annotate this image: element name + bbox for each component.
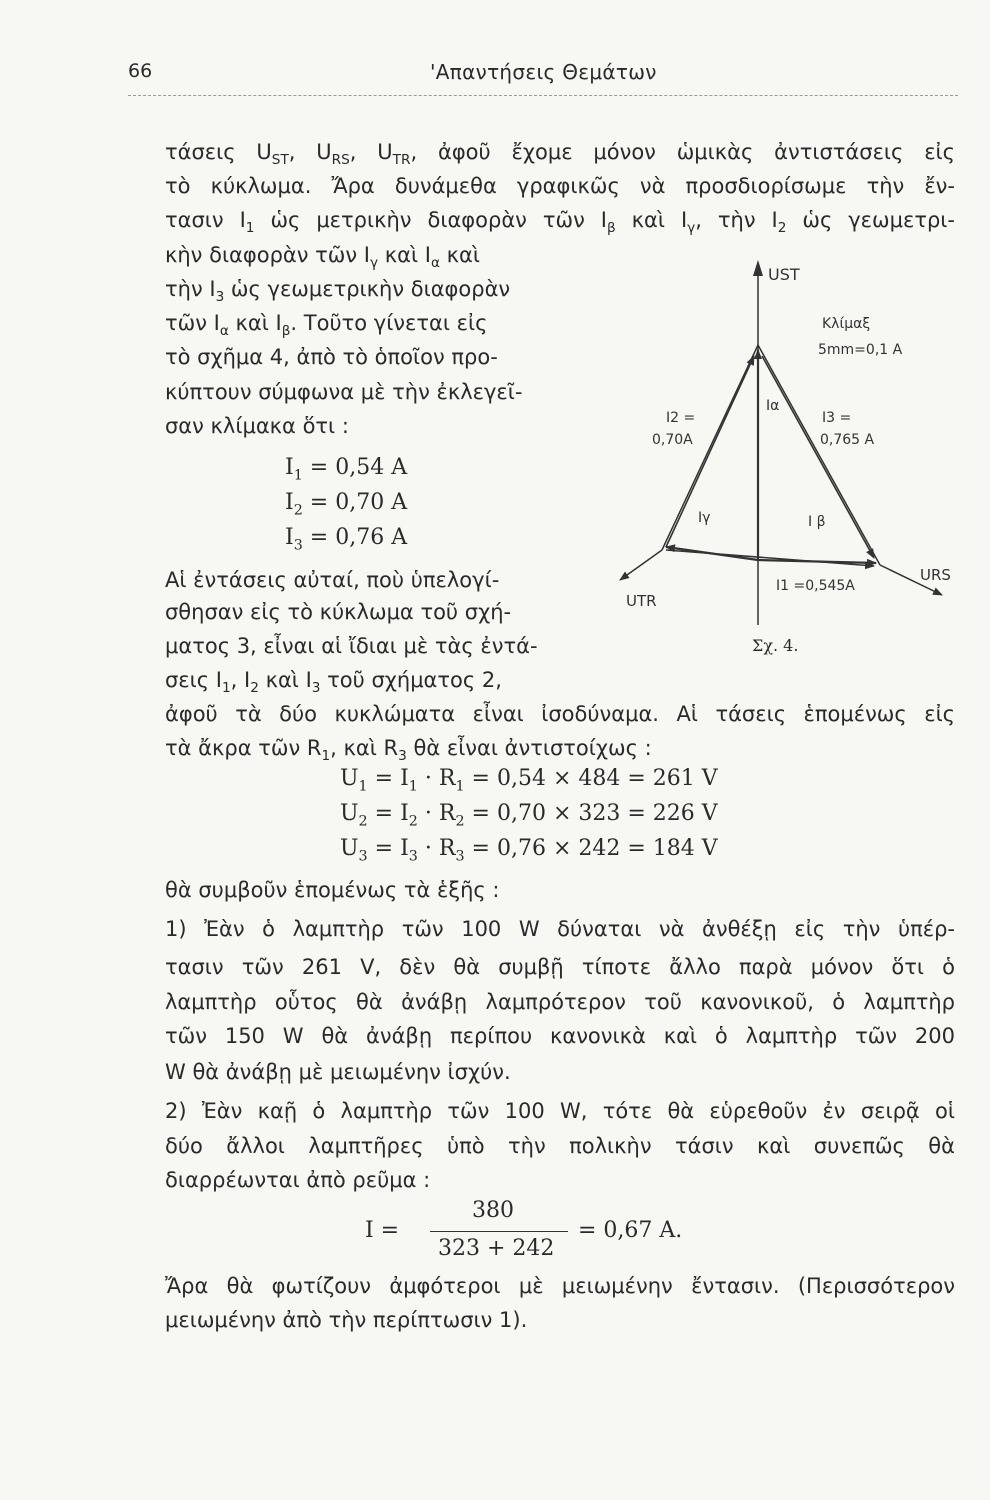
- ust-arrowhead: [753, 260, 763, 276]
- urs-line: [758, 345, 880, 565]
- text-line: σαν κλίμακα ὅτι :: [165, 414, 349, 438]
- text-line: διαρρέωνται ἀπὸ ρεῦμα :: [165, 1168, 431, 1192]
- label-i1: I1 =0,545A: [776, 578, 855, 594]
- text-line: δύο ἄλλοι λαμπτῆρες ὑπὸ τὴν πολικὴν τάσιν καὶ συνεπῶς θὰ: [165, 1134, 955, 1158]
- voltage-u1: $U_1 = I_1 \cdot R_1 = 0,54 \times 484 = 261$ V: [340, 766, 718, 795]
- current-i3: $I_3 = 0,76$ A: [285, 525, 408, 554]
- text-line: τὸ κύκλωμα. Ἄρα δυνάμεθα γραφικῶς νὰ προσδιορίσωμε τὴν ἔν-: [165, 174, 955, 198]
- fraction-bar: [430, 1231, 568, 1232]
- label-ib: I β: [808, 514, 826, 530]
- text-line: μειωμένην ἀπὸ τὴν περίπτωσιν 1).: [165, 1308, 528, 1332]
- formula-rhs: = 0,67 A.: [578, 1218, 683, 1243]
- text-line: λαμπτὴρ οὗτος θὰ ἀνάβῃ λαμπρότερον τοῦ κανονικοῦ, ὁ λαμπτὴρ: [165, 990, 955, 1014]
- i1-vector: [666, 550, 874, 566]
- text-line: κὴν διαφορὰν τῶν $I_\gamma$ καὶ $I_\alpha$ καὶ: [165, 243, 480, 272]
- utr-extension: [620, 550, 662, 580]
- text-line: τῶν $I_\alpha$ καὶ $I_\beta$. Τοῦτο γίνεται εἰς: [165, 311, 488, 340]
- text-line: Αἱ ἐντάσεις αὐταί, ποὺ ὑπελογί-: [165, 568, 500, 592]
- running-title: 'Απαντήσεις Θεμάτων: [430, 60, 657, 84]
- text-line: τὰ ἄκρα τῶν $R_1$, καὶ $R_3$ θὰ εἶναι ἀντιστοίχως :: [165, 736, 652, 765]
- figure-caption: Σχ. 4.: [752, 636, 799, 655]
- text-line: τασιν $I_1$ ὡς μετρικὴν διαφορὰν τῶν $I_\beta$ καὶ $I_\gamma$, τὴν $I_2$ ὡς γεωμετρι-: [165, 208, 955, 237]
- formula-numerator: 380: [472, 1198, 514, 1223]
- text-line: τὸ σχῆμα 4, ἀπὸ τὸ ὁποῖον προ-: [165, 345, 498, 369]
- label-i2-value: 0,70A: [652, 432, 693, 448]
- current-i1: $I_1 = 0,54$ A: [285, 455, 408, 484]
- label-ia: Iα: [766, 398, 780, 414]
- current-i2: $I_2 = 0,70$ A: [285, 490, 408, 519]
- voltage-u3: $U_3 = I_3 \cdot R_3 = 0,76 \times 242 = 184$ V: [340, 836, 718, 865]
- label-scale-value: 5mm=0,1 A: [818, 342, 903, 358]
- text-line: τασιν τῶν 261 V, δὲν θὰ συμβῇ τίποτε ἄλλο παρὰ μόνον ὅτι ὁ: [165, 955, 955, 979]
- text-line: τάσεις $U_{ST}$, $U_{RS}$, $U_{TR}$, ἀφοῦ ἔχομε μόνον ὡμικὰς ἀντιστάσεις εἰς: [165, 140, 955, 169]
- text-line: Ἄρα θὰ φωτίζουν ἀμφότεροι μὲ μειωμένην ἔντασιν. (Περισσότερον: [165, 1274, 955, 1298]
- text-line: 2) Ἐὰν καῇ ὁ λαμπτὴρ τῶν 100 W, τότε θὰ εὑρεθοῦν ἐν σειρᾷ οἱ: [165, 1099, 955, 1123]
- label-i2-name: I2 =: [666, 410, 696, 426]
- text-line: τὴν $I_3$ ὡς γεωμετρικὴν διαφορὰν: [165, 277, 511, 306]
- text-line: ματος 3, εἶναι αἱ ἴδιαι μὲ τὰς ἐντά-: [165, 634, 538, 658]
- label-utr: UTR: [626, 592, 657, 610]
- text-line: τῶν 150 W θὰ ἀνάβῃ περίπου κανονικὰ καὶ ὁ λαμπτὴρ τῶν 200: [165, 1024, 955, 1048]
- voltage-u2: $U_2 = I_2 \cdot R_2 = 0,70 \times 323 = 226$ V: [340, 801, 718, 830]
- header-rule: [128, 95, 958, 96]
- label-urs: URS: [920, 566, 951, 584]
- text-line: σθησαν εἰς τὸ κύκλωμα τοῦ σχή-: [165, 600, 512, 624]
- text-line: W θὰ ἀνάβῃ μὲ μειωμένην ἰσχύν.: [165, 1060, 511, 1084]
- formula-denominator: 323 + 242: [438, 1236, 555, 1261]
- formula-lhs: I =: [365, 1218, 400, 1243]
- label-ust: UST: [768, 265, 800, 284]
- page-number: 66: [128, 60, 153, 82]
- label-scale-title: Κλίμαξ: [822, 316, 871, 332]
- phasor-diagram: [590, 250, 970, 650]
- label-i3-name: I3 =: [822, 410, 852, 426]
- text-line: σεις $I_1$, $I_2$ καὶ $I_3$ τοῦ σχήματος 2,: [165, 668, 502, 697]
- label-ig: Iγ: [698, 510, 711, 526]
- label-i3-value: 0,765 A: [820, 432, 875, 448]
- text-line: ἀφοῦ τὰ δύο κυκλώματα εἶναι ἰσοδύναμα. Αἱ τάσεις ἑπομένως εἰς: [165, 702, 955, 726]
- text-line: κύπτουν σύμφωνα μὲ τὴν ἐκλεγεῖ-: [165, 380, 523, 404]
- text-line: θὰ συμβοῦν ἑπομένως τὰ ἑξῆς :: [165, 878, 500, 902]
- text-line: 1) Ἐὰν ὁ λαμπτὴρ τῶν 100 W δύναται νὰ ἀνθέξῃ εἰς τὴν ὑπέρ-: [165, 917, 955, 941]
